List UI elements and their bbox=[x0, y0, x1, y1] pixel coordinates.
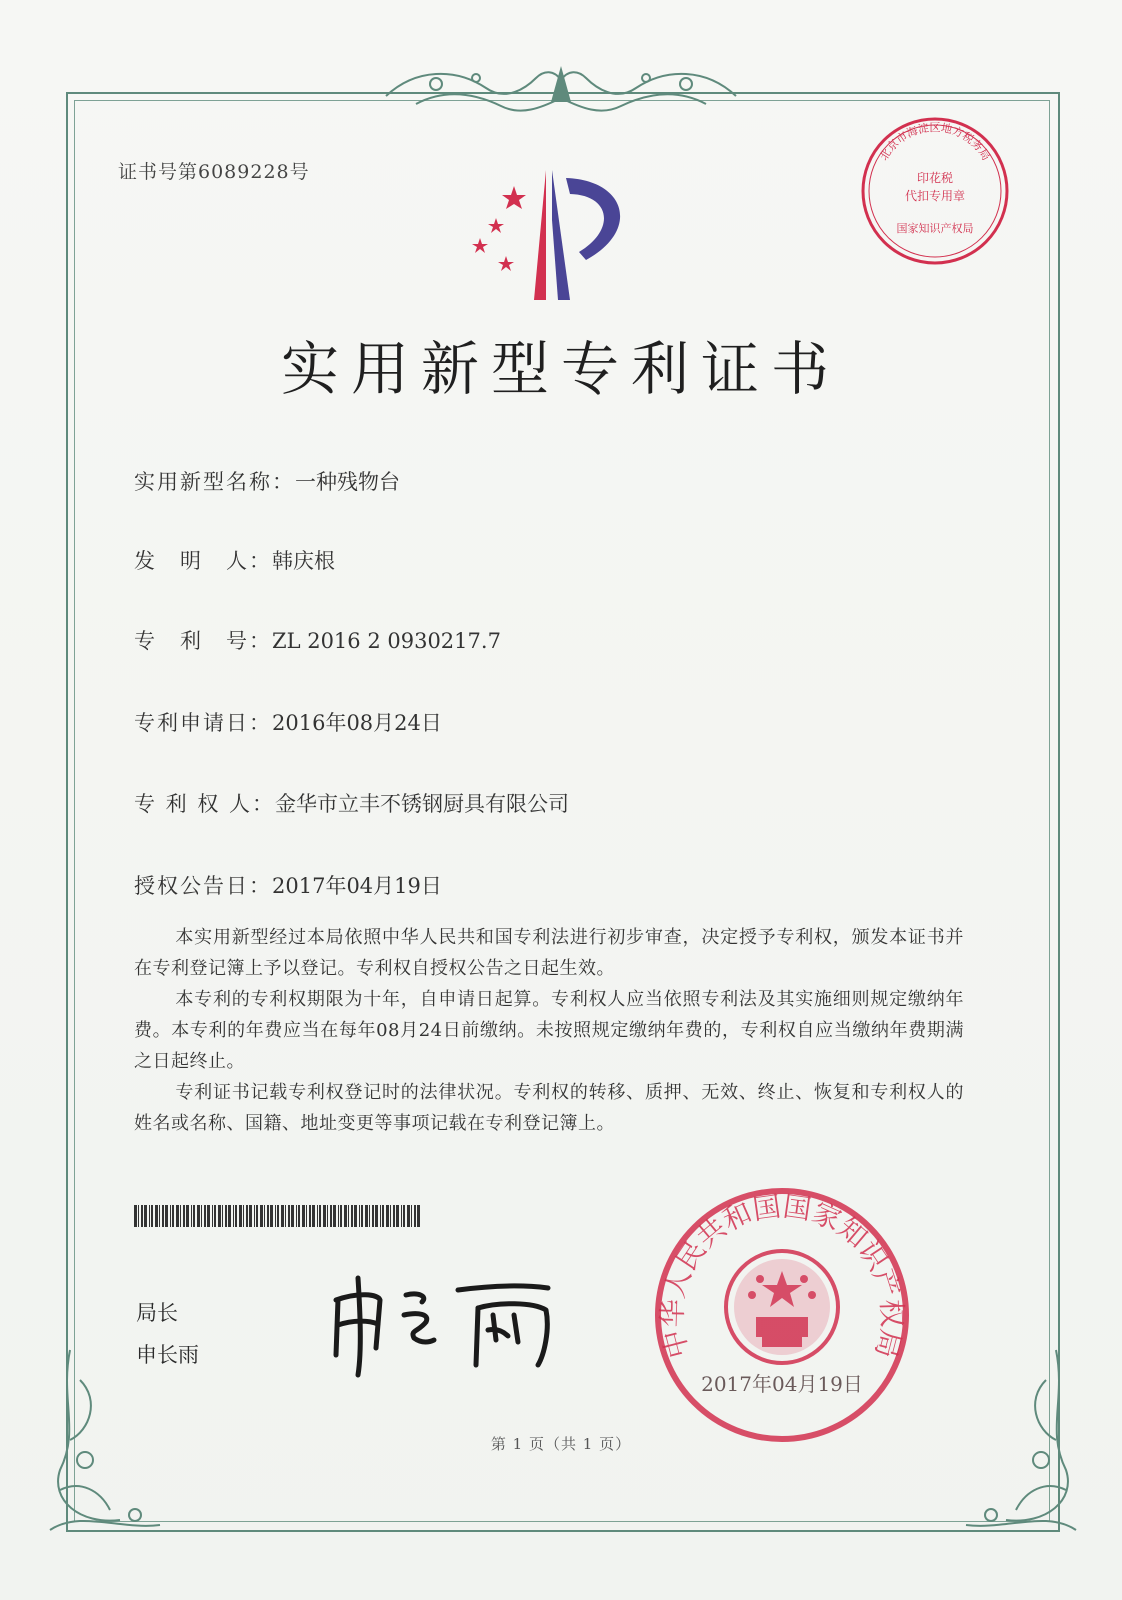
barcode-bar bbox=[298, 1205, 300, 1227]
barcode-bar bbox=[288, 1205, 290, 1227]
field-label: 专 利 权 人： bbox=[134, 792, 276, 816]
svg-text:北京市海淀区地方税务局 bbox=[877, 120, 992, 162]
barcode-bar bbox=[396, 1205, 399, 1227]
barcode-bar bbox=[417, 1205, 420, 1227]
barcode-bar bbox=[225, 1205, 227, 1227]
barcode-bar bbox=[170, 1205, 171, 1227]
barcode-bar bbox=[285, 1205, 286, 1227]
barcode-bar bbox=[375, 1205, 378, 1227]
certificate-number: 证书号第6089228号 bbox=[118, 161, 310, 183]
body-paragraphs bbox=[134, 922, 964, 1139]
barcode-bar bbox=[401, 1205, 402, 1227]
barcode-bar bbox=[403, 1205, 405, 1227]
patent-office-logo bbox=[466, 160, 646, 300]
official-seal bbox=[652, 1185, 912, 1445]
barcode-bar bbox=[270, 1205, 273, 1227]
barcode-bar bbox=[359, 1205, 360, 1227]
barcode-bar bbox=[260, 1205, 263, 1227]
barcode-bar bbox=[267, 1205, 269, 1227]
barcode-bar bbox=[333, 1205, 336, 1227]
barcode-bar bbox=[197, 1205, 200, 1227]
field-grant-date bbox=[134, 870, 442, 900]
tax-stamp-line3: 国家知识产权局 bbox=[896, 222, 974, 235]
barcode-bar bbox=[348, 1205, 349, 1227]
barcode-bar bbox=[407, 1205, 410, 1227]
barcode-bar bbox=[149, 1205, 150, 1227]
barcode-bar bbox=[277, 1205, 279, 1227]
field-label: 专利申请日： bbox=[134, 711, 272, 735]
certificate-title: 实用新型专利证书 bbox=[280, 335, 841, 403]
barcode-bar bbox=[312, 1205, 315, 1227]
barcode-bar bbox=[414, 1205, 416, 1227]
barcode-bar bbox=[323, 1205, 326, 1227]
barcode-bar bbox=[239, 1205, 242, 1227]
field-label: 实用新型名称： bbox=[134, 470, 295, 494]
barcode-bar bbox=[233, 1205, 234, 1227]
barcode-bar bbox=[183, 1205, 185, 1227]
barcode-bar bbox=[382, 1205, 384, 1227]
barcode-bar bbox=[386, 1205, 389, 1227]
barcode-bar bbox=[319, 1205, 321, 1227]
barcode-bar bbox=[340, 1205, 342, 1227]
barcode-bar bbox=[235, 1205, 237, 1227]
director-name: 申长雨 bbox=[136, 1343, 199, 1367]
field-value: 韩庆根 bbox=[272, 549, 335, 573]
field-label: 发 明 人： bbox=[134, 549, 272, 573]
body-paragraph-3: 专利证书记载专利权登记时的法律状况。专利权的转移、质押、无效、终止、恢复和专利权人的姓名或名称、国籍、地址变更等事项记载在专利登记簿上。 bbox=[134, 1082, 964, 1134]
barcode-bar bbox=[159, 1205, 160, 1227]
tax-stamp-line1: 印花税 bbox=[916, 171, 954, 185]
barcode-bar bbox=[228, 1205, 231, 1227]
barcode-bar bbox=[176, 1205, 179, 1227]
barcode-bar bbox=[256, 1205, 258, 1227]
tax-stamp-outer-text: 北京市海淀区地方税务局 bbox=[877, 121, 993, 163]
field-application-date bbox=[134, 707, 442, 737]
barcode-bar bbox=[380, 1205, 381, 1227]
national-emblem bbox=[726, 1251, 838, 1363]
barcode-bar bbox=[264, 1205, 265, 1227]
barcode-bar bbox=[393, 1205, 395, 1227]
field-value: 金华市立丰不锈钢厨具有限公司 bbox=[275, 792, 570, 816]
field-value: 一种残物台 bbox=[295, 470, 400, 494]
field-label: 授权公告日： bbox=[134, 874, 272, 898]
director-title: 局长 bbox=[136, 1301, 178, 1325]
field-patent-number bbox=[134, 625, 501, 655]
barcode-bar bbox=[214, 1205, 216, 1227]
field-value: 2017年04月19日 bbox=[272, 874, 442, 898]
barcode-bar bbox=[201, 1205, 202, 1227]
barcode-bar bbox=[372, 1205, 374, 1227]
barcode-bar bbox=[186, 1205, 189, 1227]
barcode-bar bbox=[354, 1205, 357, 1227]
barcode-bar bbox=[309, 1205, 311, 1227]
barcode-bar bbox=[207, 1205, 210, 1227]
barcode-bar bbox=[212, 1205, 213, 1227]
barcode-bar bbox=[327, 1205, 328, 1227]
barcode-bar bbox=[338, 1205, 339, 1227]
field-value: 2016年08月24日 bbox=[272, 711, 442, 735]
barcode-bar bbox=[191, 1205, 192, 1227]
field-utility-model-name bbox=[134, 466, 400, 496]
barcode-bar bbox=[155, 1205, 158, 1227]
barcode-bar bbox=[254, 1205, 255, 1227]
barcode-bar bbox=[243, 1205, 244, 1227]
field-value: ZL 2016 2 0930217.7 bbox=[272, 629, 501, 653]
barcode-bar bbox=[246, 1205, 248, 1227]
field-label: 专 利 号： bbox=[134, 629, 272, 653]
tax-stamp bbox=[858, 114, 1012, 268]
barcode-bar bbox=[390, 1205, 391, 1227]
field-patentee bbox=[134, 788, 569, 818]
field-inventor bbox=[134, 545, 335, 575]
barcode-bar bbox=[351, 1205, 353, 1227]
barcode-bar bbox=[144, 1205, 147, 1227]
seal-arc-text: 中华人民共和国国家知识产权局 bbox=[655, 1189, 909, 1362]
barcode-bar bbox=[193, 1205, 195, 1227]
barcode-bar bbox=[344, 1205, 347, 1227]
barcode-bar bbox=[141, 1205, 143, 1227]
barcode-bar bbox=[134, 1205, 137, 1227]
barcode-bar bbox=[369, 1205, 370, 1227]
body-paragraph-2: 本专利的专利权期限为十年，自申请日起算。专利权人应当依照专利法及其实施细则规定缴纳年费。本专利的年费应当在每年08月24日前缴纳。未按照规定缴纳年费的，专利权自应当缴纳年费期满之日起终止。 bbox=[134, 989, 964, 1072]
barcode-bar bbox=[204, 1205, 206, 1227]
barcode-bar bbox=[249, 1205, 252, 1227]
barcode-bar bbox=[361, 1205, 363, 1227]
barcode-bar bbox=[172, 1205, 174, 1227]
barcode-bar bbox=[330, 1205, 332, 1227]
barcode-bar bbox=[180, 1205, 181, 1227]
director-signature bbox=[318, 1270, 568, 1380]
barcode-bar bbox=[281, 1205, 284, 1227]
barcode-bar bbox=[365, 1205, 368, 1227]
seal-date: 2017年04月19日 bbox=[701, 1372, 863, 1396]
barcode-bar bbox=[291, 1205, 294, 1227]
barcode-bar bbox=[411, 1205, 412, 1227]
barcode-bar bbox=[138, 1205, 139, 1227]
barcode-bar bbox=[317, 1205, 318, 1227]
top-ornament bbox=[376, 58, 746, 122]
barcode-bar bbox=[218, 1205, 221, 1227]
barcode-bar bbox=[165, 1205, 168, 1227]
tax-stamp-line2: 代扣专用章 bbox=[904, 189, 966, 203]
barcode-bar bbox=[296, 1205, 297, 1227]
barcode bbox=[134, 1205, 424, 1227]
barcode-bar bbox=[302, 1205, 305, 1227]
barcode-bar bbox=[222, 1205, 223, 1227]
page-number: 第 1 页（共 1 页） bbox=[490, 1435, 632, 1453]
barcode-bar bbox=[162, 1205, 164, 1227]
body-paragraph-1: 本实用新型经过本局依照中华人民共和国专利法进行初步审查，决定授予专利权，颁发本证书并在专利登记簿上予以登记。专利权自授权公告之日起生效。 bbox=[134, 927, 964, 979]
barcode-bar bbox=[306, 1205, 307, 1227]
barcode-bar bbox=[275, 1205, 276, 1227]
barcode-bar bbox=[151, 1205, 153, 1227]
